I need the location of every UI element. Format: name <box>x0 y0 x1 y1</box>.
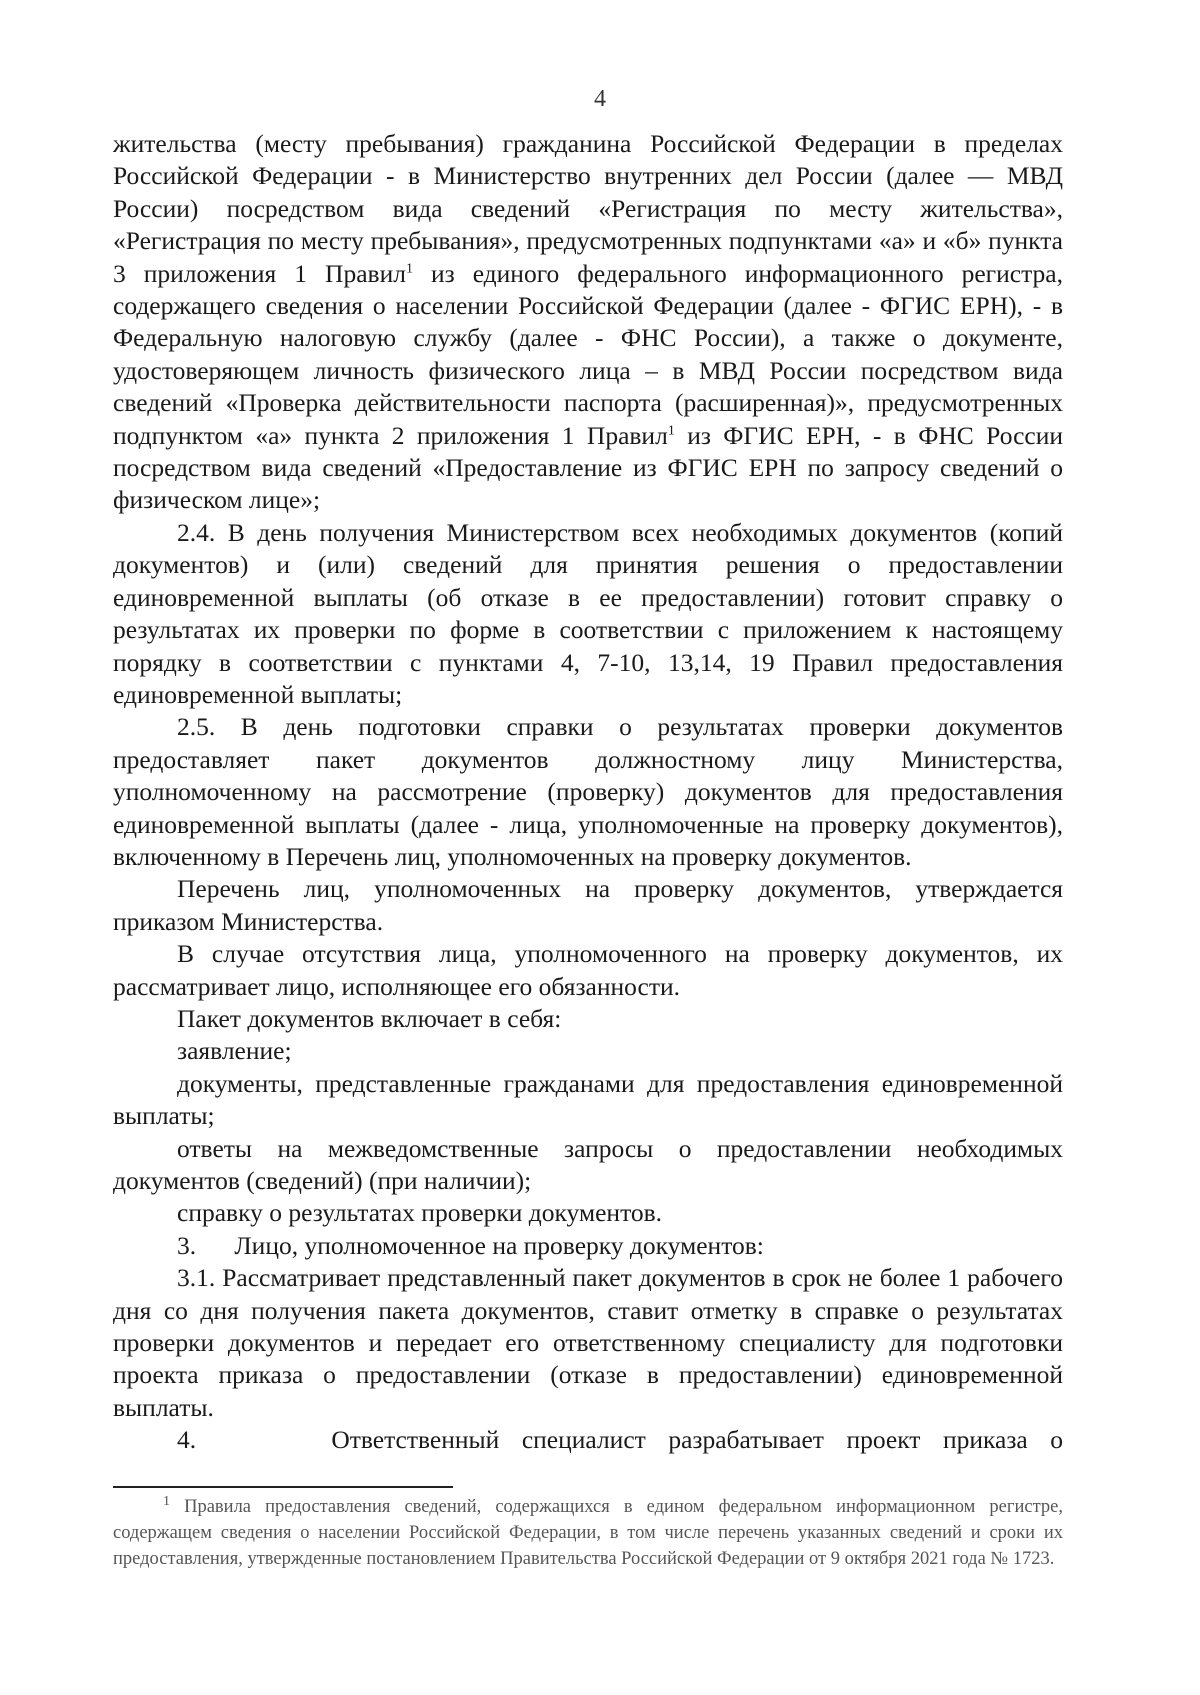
footnote-ref: 1 <box>667 423 675 439</box>
page-number: 4 <box>594 86 606 112</box>
footnote-separator <box>113 1486 453 1488</box>
footnote-text: Правила предоставления сведений, содержащихся в едином федеральном информационном регистре, содержащем сведения о населении Российской Федерации, в том числе перечень указанных сведений и сроки их предоставления, утвержденные постановлением Правительства Российской Федерации от 9 октября 2021 года № 1723. <box>113 1497 1063 1569</box>
paragraph-list-approval: Перечень лиц, уполномоченных на проверку документов, утверждается приказом Министерства. <box>113 874 1063 936</box>
paragraph-package-intro: Пакет документов включает в себя: <box>177 1003 562 1033</box>
paragraph-3-1: 3.1. Рассматривает представленный пакет документов в срок не более 1 рабочего дня со дня получения пакета документов, ставит отметку в справке о результатах проверки документов и передает его ответственному специалисту для подготовки проекта приказа о предоставлении (отказе в предоставлении) единовременной выплаты. <box>113 1263 1063 1422</box>
document-body <box>113 128 1063 1457</box>
paragraph-absence: В случае отсутствия лица, уполномоченного на проверку документов, их рассматривает лицо, исполняющее его обязанности. <box>113 939 1063 1001</box>
paragraph-continuation: жительства (месту пребывания) гражданина Российской Федерации в пределах Российской Федерации - в Министерство внутренних дел России (далее — МВД России) посредством вида сведений «Регистрация по месту жительства», «Регистрация по месту пребывания», предусмотренных подпунктами «а» и «б» пункта 3 приложения 1 Правил$^1$ из единого федерального информационного регистра, содержащего сведения о населении Российской Федерации (далее - ФГИС ЕРН), - в Федеральную налоговую службу (далее - ФНС России), а также о документе, удостоверяющем личность физического лица – в МВД России посредством вида сведений «Проверка действительности паспорта (расширенная)», предусмотренных подпунктом «а» пункта 2 приложения 1 Правил$^1$ из ФГИС ЕРН, - в ФНС России посредством вида сведений «Предоставление из ФГИС ЕРН по запросу сведений о физическом лице»; <box>113 129 1064 515</box>
list-item: заявление; <box>177 1036 292 1066</box>
footnote <box>113 1494 1063 1572</box>
paragraph-3: 3. Лицо, уполномоченное на проверку документов: <box>177 1230 764 1260</box>
list-item: документы, представленные гражданами для предоставления единовременной выплаты; <box>113 1068 1063 1131</box>
footnote-ref: 1 <box>405 261 413 277</box>
list-item: справку о результатах проверки документов. <box>177 1198 663 1228</box>
paragraph-2-4: 2.4. В день получения Министерством всех необходимых документов (копий документов) и (или) сведений для принятия решения о предоставлении единовременной выплаты (об отказе в ее предоставлении) готовит справку о результатах их проверки по форме в соответствии с приложением к настоящему порядку в соответствии с пунктами 4, 7-10, 13,14, 19 Правил предоставления единовременной выплаты; <box>113 517 1063 709</box>
list-item: ответы на межведомственные запросы о предоставлении необходимых документов (сведений) (при наличии); <box>113 1133 1063 1195</box>
footnote-mark: 1 <box>163 1493 170 1509</box>
paragraph-4: 4. Ответственный специалист разрабатывает проект приказа о <box>177 1425 1063 1455</box>
paragraph-2-5: 2.5. В день подготовки справки о результатах проверки документов предоставляет пакет документов должностному лицу Министерства, уполномоченному на рассмотрение (проверку) документов для предоставления единовременной выплаты (далее - лица, уполномоченные на проверку документов), включенному в Перечень лиц, уполномоченных на проверку документов. <box>113 712 1063 871</box>
